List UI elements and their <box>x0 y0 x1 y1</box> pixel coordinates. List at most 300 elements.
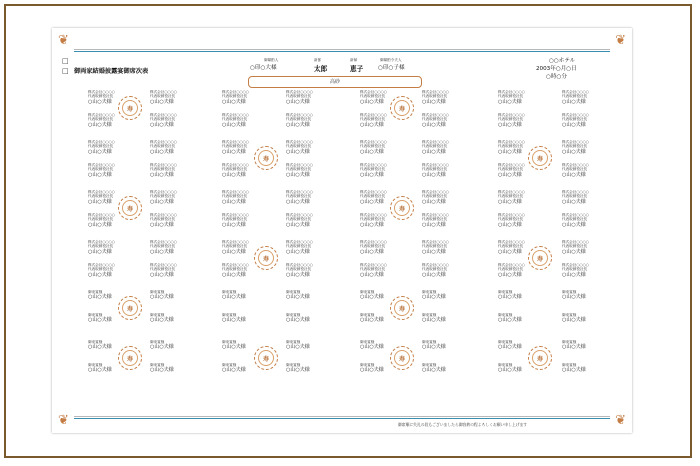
guest-entry <box>562 340 604 350</box>
guest-entry <box>498 313 540 323</box>
guest-entry <box>562 113 604 128</box>
guest-position: 代表取締役社長 <box>360 244 386 249</box>
guest-entry <box>422 290 464 300</box>
guest-name: ○山○夫様 <box>88 294 112 301</box>
guest-entry <box>286 90 328 105</box>
matchmaker-label: 御媒酌人 <box>264 58 279 62</box>
guest-company: 株式会社○○○○ <box>88 240 115 244</box>
guest-relation: 御来賓様 <box>360 313 375 317</box>
guest-entry <box>222 290 264 300</box>
matchmaker-wife-name: ○印○子様 <box>378 65 405 71</box>
guest-name: ○山○夫様 <box>222 98 246 105</box>
guest-company: 株式会社○○○○ <box>222 263 249 267</box>
matchmaker-name: ○印○大様 <box>250 65 277 71</box>
guest-company: 株式会社○○○○ <box>360 113 387 117</box>
guest-position: 代表取締役社長 <box>360 267 386 272</box>
guest-company: 株式会社○○○○ <box>88 213 115 217</box>
guest-name: ○山○夫様 <box>222 367 246 374</box>
guest-name: ○山○夫様 <box>286 121 310 128</box>
medallion-glyph: 寿 <box>262 256 269 263</box>
guest-position: 代表取締役社長 <box>286 194 312 199</box>
guest-company: 株式会社○○○○ <box>222 90 249 94</box>
table-medallion <box>118 296 142 320</box>
guest-relation: 御来賓様 <box>150 313 165 317</box>
guest-position: 代表取締役社長 <box>286 94 312 99</box>
guest-name: ○山○夫様 <box>150 248 174 255</box>
table-medallion <box>254 246 278 270</box>
guest-company: 株式会社○○○○ <box>360 163 387 167</box>
guest-company: 株式会社○○○○ <box>498 263 525 267</box>
guest-name: ○山○夫様 <box>360 248 384 255</box>
guest-company: 株式会社○○○○ <box>562 90 589 94</box>
guest-name: ○山○夫様 <box>360 198 384 205</box>
guest-company: 株式会社○○○○ <box>286 240 313 244</box>
guest-position: 代表取締役社長 <box>150 244 176 249</box>
guest-position: 代表取締役社長 <box>562 194 588 199</box>
guest-name: ○山○夫様 <box>222 148 246 155</box>
guest-company: 株式会社○○○○ <box>562 240 589 244</box>
guest-name: ○山○夫様 <box>150 271 174 278</box>
guest-relation: 御来賓様 <box>498 313 513 317</box>
guest-entry <box>562 263 604 278</box>
guest-entry <box>422 363 464 373</box>
guest-company: 株式会社○○○○ <box>286 190 313 194</box>
guest-entry <box>88 163 130 178</box>
guest-name: ○山○夫様 <box>286 344 310 351</box>
guest-entry <box>150 113 192 128</box>
guest-entry <box>286 240 328 255</box>
guest-name: ○山○夫様 <box>422 294 446 301</box>
guest-entry <box>150 340 192 350</box>
guest-company: 株式会社○○○○ <box>360 213 387 217</box>
guest-entry <box>286 213 328 228</box>
guest-name: ○山○夫様 <box>422 171 446 178</box>
guest-position: 代表取締役社長 <box>88 144 114 149</box>
guest-position: 代表取締役社長 <box>222 144 248 149</box>
guest-name: ○山○夫様 <box>286 198 310 205</box>
guest-entry <box>222 213 264 228</box>
guest-name: ○山○夫様 <box>498 344 522 351</box>
guest-entry <box>286 290 328 300</box>
guest-name: ○山○夫様 <box>498 221 522 228</box>
guest-company: 株式会社○○○○ <box>88 140 115 144</box>
guest-company: 株式会社○○○○ <box>422 163 449 167</box>
guest-entry <box>150 190 192 205</box>
guest-company: 株式会社○○○○ <box>422 213 449 217</box>
guest-company: 株式会社○○○○ <box>150 263 177 267</box>
guest-entry <box>150 140 192 155</box>
guest-company: 株式会社○○○○ <box>222 190 249 194</box>
guest-company: 株式会社○○○○ <box>562 263 589 267</box>
guest-name: ○山○夫様 <box>562 271 586 278</box>
guest-position: 代表取締役社長 <box>498 194 524 199</box>
guest-name: ○山○夫様 <box>360 121 384 128</box>
guest-company: 株式会社○○○○ <box>222 140 249 144</box>
guest-position: 代表取締役社長 <box>150 144 176 149</box>
guest-company: 株式会社○○○○ <box>150 240 177 244</box>
guest-name: ○山○夫様 <box>222 271 246 278</box>
guest-position: 代表取締役社長 <box>222 244 248 249</box>
guest-entry <box>562 213 604 228</box>
guest-company: 株式会社○○○○ <box>150 190 177 194</box>
guest-name: ○山○夫様 <box>150 294 174 301</box>
guest-relation: 御来賓様 <box>222 313 237 317</box>
guest-company: 株式会社○○○○ <box>562 140 589 144</box>
guest-entry <box>360 263 402 278</box>
guest-position: 代表取締役社長 <box>286 244 312 249</box>
guest-relation: 御来賓様 <box>88 340 103 344</box>
guest-name: ○山○夫様 <box>498 317 522 324</box>
guest-position: 代表取締役社長 <box>360 94 386 99</box>
guest-name: ○山○夫様 <box>222 198 246 205</box>
guest-company: 株式会社○○○○ <box>286 140 313 144</box>
guest-entry <box>498 190 540 205</box>
guest-company: 株式会社○○○○ <box>422 140 449 144</box>
guest-entry <box>150 240 192 255</box>
medallion-glyph: 寿 <box>126 306 133 313</box>
guest-entry <box>286 363 328 373</box>
guest-relation: 御来賓様 <box>562 313 577 317</box>
guest-company: 株式会社○○○○ <box>150 213 177 217</box>
guest-relation: 御来賓様 <box>422 313 437 317</box>
guest-name: ○山○夫様 <box>422 221 446 228</box>
guest-position: 代表取締役社長 <box>422 144 448 149</box>
guest-name: ○山○夫様 <box>286 317 310 324</box>
guest-position: 代表取締役社長 <box>222 267 248 272</box>
guest-company: 株式会社○○○○ <box>562 163 589 167</box>
guest-position: 代表取締役社長 <box>150 117 176 122</box>
guest-name: ○山○夫様 <box>88 317 112 324</box>
guest-position: 代表取締役社長 <box>360 194 386 199</box>
guest-name: ○山○夫様 <box>150 317 174 324</box>
guest-name: ○山○夫様 <box>422 148 446 155</box>
guest-position: 代表取締役社長 <box>562 144 588 149</box>
guest-name: ○山○夫様 <box>562 148 586 155</box>
bride-label: 新婦 <box>350 58 358 62</box>
guest-name: ○山○夫様 <box>150 98 174 105</box>
checkbox-1[interactable]: □ <box>62 57 69 65</box>
venue-time: ○時○分 <box>546 74 567 80</box>
guest-position: 代表取締役社長 <box>360 117 386 122</box>
guest-relation: 御来賓様 <box>88 363 103 367</box>
guest-entry <box>422 190 464 205</box>
guest-position: 代表取締役社長 <box>562 117 588 122</box>
guest-company: 株式会社○○○○ <box>422 263 449 267</box>
guest-name: ○山○夫様 <box>222 221 246 228</box>
guest-position: 代表取締役社長 <box>498 217 524 222</box>
guest-relation: 御来賓様 <box>562 363 577 367</box>
table-medallion <box>390 96 414 120</box>
guest-company: 株式会社○○○○ <box>150 140 177 144</box>
guest-name: ○山○夫様 <box>222 317 246 324</box>
checkbox-2[interactable]: □ <box>62 67 69 75</box>
guest-name: ○山○夫様 <box>562 248 586 255</box>
guest-name: ○山○夫様 <box>286 294 310 301</box>
guest-relation: 御来賓様 <box>88 313 103 317</box>
guest-position: 代表取締役社長 <box>150 194 176 199</box>
guest-name: ○山○夫様 <box>422 121 446 128</box>
guest-name: ○山○夫様 <box>286 98 310 105</box>
guest-relation: 御来賓様 <box>286 363 301 367</box>
guest-name: ○山○夫様 <box>150 148 174 155</box>
medallion-glyph: 寿 <box>126 206 133 213</box>
guest-position: 代表取締役社長 <box>422 117 448 122</box>
guest-position: 代表取締役社長 <box>360 217 386 222</box>
guest-relation: 御来賓様 <box>498 290 513 294</box>
guest-name: ○山○夫様 <box>286 221 310 228</box>
guest-entry <box>150 363 192 373</box>
guest-name: ○山○夫様 <box>286 271 310 278</box>
top-rule <box>74 49 610 50</box>
guest-company: 株式会社○○○○ <box>498 113 525 117</box>
guest-name: ○山○夫様 <box>222 294 246 301</box>
guest-position: 代表取締役社長 <box>422 167 448 172</box>
guest-name: ○山○夫様 <box>88 121 112 128</box>
guest-position: 代表取締役社長 <box>88 244 114 249</box>
guest-name: ○山○夫様 <box>422 198 446 205</box>
guest-name: ○山○夫様 <box>150 221 174 228</box>
guest-relation: 御来賓様 <box>498 363 513 367</box>
guest-position: 代表取締役社長 <box>422 267 448 272</box>
medallion-glyph: 寿 <box>398 106 405 113</box>
seating-chart-sheet <box>52 28 632 433</box>
guest-relation: 御来賓様 <box>286 340 301 344</box>
guest-name: ○山○夫様 <box>286 248 310 255</box>
guest-entry <box>422 163 464 178</box>
guest-position: 代表取締役社長 <box>286 167 312 172</box>
guest-name: ○山○夫様 <box>562 171 586 178</box>
guest-relation: 御来賓様 <box>286 290 301 294</box>
footer-note: 御席順に失礼の段もございましたら御容赦の程よろしくお願い申し上げます <box>398 422 528 427</box>
guest-company: 株式会社○○○○ <box>498 213 525 217</box>
guest-name: ○山○夫様 <box>150 344 174 351</box>
guest-company: 株式会社○○○○ <box>562 190 589 194</box>
guest-name: ○山○夫様 <box>422 317 446 324</box>
guest-entry <box>422 213 464 228</box>
guest-relation: 御来賓様 <box>150 340 165 344</box>
guest-position: 代表取締役社長 <box>360 167 386 172</box>
guest-company: 株式会社○○○○ <box>360 240 387 244</box>
groom-label: 新郎 <box>314 58 322 62</box>
guest-name: ○山○夫様 <box>150 198 174 205</box>
guest-position: 代表取締役社長 <box>222 167 248 172</box>
guest-name: ○山○夫様 <box>222 171 246 178</box>
guest-entry <box>88 240 130 255</box>
guest-entry <box>286 190 328 205</box>
guest-position: 代表取締役社長 <box>286 267 312 272</box>
medallion-glyph: 寿 <box>126 356 133 363</box>
venue-date: 2003年○月○日 <box>536 66 577 72</box>
guest-name: ○山○夫様 <box>360 148 384 155</box>
guest-company: 株式会社○○○○ <box>562 113 589 117</box>
guest-entry <box>422 90 464 105</box>
table-medallion <box>118 196 142 220</box>
table-medallion <box>118 346 142 370</box>
guest-name: ○山○夫様 <box>286 367 310 374</box>
guest-name: ○山○夫様 <box>498 121 522 128</box>
guest-name: ○山○夫様 <box>88 344 112 351</box>
guest-position: 代表取締役社長 <box>562 217 588 222</box>
groom-name: 太郎 <box>314 65 328 73</box>
guest-position: 代表取締役社長 <box>498 244 524 249</box>
guest-name: ○山○夫様 <box>360 317 384 324</box>
guest-entry <box>286 113 328 128</box>
guest-company: 株式会社○○○○ <box>88 190 115 194</box>
guest-relation: 御来賓様 <box>422 290 437 294</box>
medallion-glyph: 寿 <box>536 356 543 363</box>
guest-name: ○山○夫様 <box>88 367 112 374</box>
table-medallion <box>118 96 142 120</box>
guest-position: 代表取締役社長 <box>422 194 448 199</box>
guest-position: 代表取締役社長 <box>498 117 524 122</box>
guest-name: ○山○夫様 <box>150 171 174 178</box>
guest-company: 株式会社○○○○ <box>222 163 249 167</box>
guest-name: ○山○夫様 <box>222 344 246 351</box>
guest-entry <box>88 263 130 278</box>
guest-entry <box>150 90 192 105</box>
table-medallion <box>390 196 414 220</box>
guest-relation: 御来賓様 <box>562 290 577 294</box>
guest-relation: 御来賓様 <box>498 340 513 344</box>
guest-company: 株式会社○○○○ <box>360 90 387 94</box>
guest-name: ○山○夫様 <box>498 248 522 255</box>
guest-name: ○山○夫様 <box>498 198 522 205</box>
guest-name: ○山○夫様 <box>222 248 246 255</box>
guest-name: ○山○夫様 <box>562 367 586 374</box>
guest-company: 株式会社○○○○ <box>498 240 525 244</box>
guest-name: ○山○夫様 <box>360 367 384 374</box>
guest-position: 代表取締役社長 <box>88 94 114 99</box>
guest-entry <box>422 140 464 155</box>
guest-name: ○山○夫様 <box>562 198 586 205</box>
guest-position: 代表取締役社長 <box>562 94 588 99</box>
guest-name: ○山○夫様 <box>360 98 384 105</box>
guest-relation: 御来賓様 <box>88 290 103 294</box>
guest-entry <box>562 363 604 373</box>
guest-company: 株式会社○○○○ <box>150 90 177 94</box>
guest-position: 代表取締役社長 <box>286 217 312 222</box>
bottom-rule <box>74 416 610 417</box>
guest-relation: 御来賓様 <box>360 290 375 294</box>
guest-entry <box>286 263 328 278</box>
guest-name: ○山○夫様 <box>286 148 310 155</box>
guest-entry <box>422 340 464 350</box>
guest-position: 代表取締役社長 <box>222 217 248 222</box>
guest-entry <box>498 113 540 128</box>
guest-name: ○山○夫様 <box>88 271 112 278</box>
table-medallion <box>390 296 414 320</box>
table-medallion <box>254 146 278 170</box>
guest-name: ○山○夫様 <box>562 294 586 301</box>
medallion-glyph: 寿 <box>536 256 543 263</box>
guest-name: ○山○夫様 <box>562 317 586 324</box>
guest-entry <box>562 140 604 155</box>
guest-company: 株式会社○○○○ <box>88 90 115 94</box>
guest-company: 株式会社○○○○ <box>360 263 387 267</box>
guest-company: 株式会社○○○○ <box>286 263 313 267</box>
guest-entry <box>222 313 264 323</box>
guest-company: 株式会社○○○○ <box>498 140 525 144</box>
guest-entry <box>422 113 464 128</box>
guest-company: 株式会社○○○○ <box>498 190 525 194</box>
guest-relation: 御来賓様 <box>222 340 237 344</box>
guest-name: ○山○夫様 <box>150 121 174 128</box>
guest-name: ○山○夫様 <box>88 198 112 205</box>
guest-entry <box>562 190 604 205</box>
guest-name: ○山○夫様 <box>498 98 522 105</box>
guest-position: 代表取締役社長 <box>88 217 114 222</box>
guest-entry <box>422 240 464 255</box>
guest-entry <box>150 213 192 228</box>
guest-name: ○山○夫様 <box>360 344 384 351</box>
guest-entry <box>498 290 540 300</box>
guest-company: 株式会社○○○○ <box>222 240 249 244</box>
guest-entry <box>498 213 540 228</box>
guest-entry <box>286 313 328 323</box>
guest-relation: 御来賓様 <box>360 363 375 367</box>
guest-name: ○山○夫様 <box>360 171 384 178</box>
medallion-glyph: 寿 <box>262 156 269 163</box>
guest-name: ○山○夫様 <box>360 294 384 301</box>
table-medallion <box>528 146 552 170</box>
guest-position: 代表取締役社長 <box>222 117 248 122</box>
guest-company: 株式会社○○○○ <box>422 190 449 194</box>
top-rule-blue <box>74 51 610 52</box>
guest-name: ○山○夫様 <box>88 171 112 178</box>
guest-entry <box>88 140 130 155</box>
guest-name: ○山○夫様 <box>222 121 246 128</box>
ornament-top-left: ❦ <box>58 33 69 48</box>
guest-position: 代表取締役社長 <box>150 167 176 172</box>
guest-name: ○山○夫様 <box>498 171 522 178</box>
guest-position: 代表取締役社長 <box>150 217 176 222</box>
guest-entry <box>286 140 328 155</box>
medallion-glyph: 寿 <box>398 356 405 363</box>
guest-relation: 御来賓様 <box>222 363 237 367</box>
guest-relation: 御来賓様 <box>150 290 165 294</box>
guest-entry <box>286 163 328 178</box>
guest-entry <box>562 290 604 300</box>
guest-position: 代表取締役社長 <box>562 167 588 172</box>
guest-entry <box>150 290 192 300</box>
guest-company: 株式会社○○○○ <box>150 113 177 117</box>
guest-name: ○山○夫様 <box>498 367 522 374</box>
table-medallion <box>390 346 414 370</box>
guest-company: 株式会社○○○○ <box>222 113 249 117</box>
guest-company: 株式会社○○○○ <box>88 113 115 117</box>
guest-name: ○山○夫様 <box>286 171 310 178</box>
table-medallion <box>528 346 552 370</box>
medallion-glyph: 寿 <box>536 156 543 163</box>
guest-company: 株式会社○○○○ <box>88 263 115 267</box>
guest-entry <box>360 240 402 255</box>
guest-entry <box>222 90 264 105</box>
guest-company: 株式会社○○○○ <box>422 113 449 117</box>
guest-name: ○山○夫様 <box>422 344 446 351</box>
guest-company: 株式会社○○○○ <box>562 213 589 217</box>
head-table-label: 高砂 <box>329 79 340 85</box>
guest-company: 株式会社○○○○ <box>286 90 313 94</box>
guest-position: 代表取締役社長 <box>88 117 114 122</box>
guest-position: 代表取締役社長 <box>422 217 448 222</box>
guest-company: 株式会社○○○○ <box>422 90 449 94</box>
guest-company: 株式会社○○○○ <box>360 140 387 144</box>
table-medallion <box>528 246 552 270</box>
head-table-banner <box>248 76 422 88</box>
medallion-glyph: 寿 <box>398 306 405 313</box>
guest-relation: 御来賓様 <box>222 290 237 294</box>
matchmaker-wife-label: 御媒酌令夫人 <box>380 58 402 62</box>
